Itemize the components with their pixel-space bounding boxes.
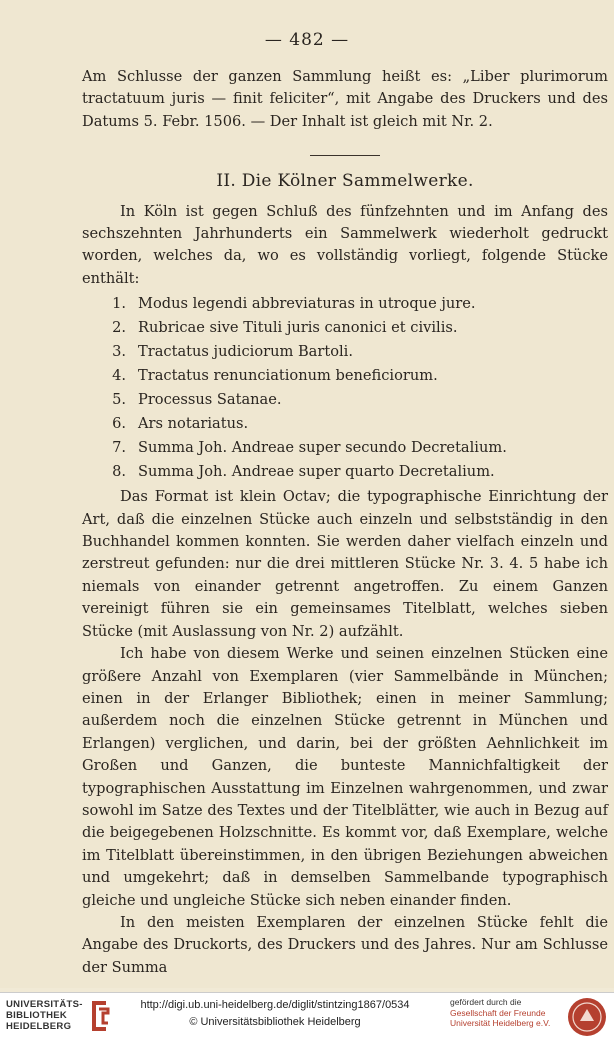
university-seal-icon (566, 996, 608, 1038)
permalink-url[interactable]: http://digi.ub.uni-heidelberg.de/diglit/stintzing1867/0534 (140, 999, 410, 1011)
page-body (82, 66, 608, 979)
paragraph-1: In Köln ist gegen Schluß des fünfzehnten und im Anfang des sechszehnten Jahrhunderts ein Sammelwerk wiederholt gedruckt worden, welches da, wo es vollständig vorliegt, folgende Stücke enthält: (82, 202, 608, 287)
list-item-number: 2. (112, 319, 126, 337)
list-item-number: 3. (112, 343, 126, 361)
library-name (6, 999, 83, 1032)
paragraph-4: In den meisten Exemplaren der einzelnen Stücke fehlt die Angabe des Druckorts, des Druckers und des Jahres. Nur am Schlusse der Summa (82, 913, 608, 976)
funding-label: gefördert durch die (450, 997, 522, 1007)
library-logo-icon (86, 997, 112, 1033)
list-item (82, 388, 608, 412)
copyright-text: © Universitätsbibliothek Heidelberg (189, 1016, 361, 1028)
paragraph-3: Ich habe von diesem Werke und seinen einzelnen Stücken eine größere Anzahl von Exemplaren (vier Sammelbände in München; einen in der Erlanger Bibliothek; einen in meiner Sammlung; außerdem noch die einzelnen Stücke getrennt in München und Erlangen) verglichen, und darin, bei der größten Aehnlichkeit im Großen und Ganzen, die bunteste Mannichfaltigkeit der typographischen Ausstattung im Einzelnen wahrgenommen, und zwar sowohl im Satze des Textes und der Titelblätter, wie auch in Bezug auf die beigegebenen Holzschnitte. Es kommt vor, daß Exemplare, welche im Titelblatt übereinstimmen, in den übrigen Beziehungen abweichen und umgekehrt; daß in demselben Sammelbande typographisch gleiche und ungleiche Stücke sich neben einander finden. (82, 645, 608, 909)
list-item (82, 292, 608, 316)
list-item-text: Tractatus judiciorum Bartoli. (138, 343, 353, 361)
list-item (82, 316, 608, 340)
list-item-text: Modus legendi abbreviaturas in utroque jure. (138, 295, 476, 313)
section-divider (310, 155, 380, 156)
list-item-text: Processus Satanae. (138, 391, 282, 409)
library-line-1: UNIVERSITÄTS- (6, 999, 83, 1010)
list-item (82, 412, 608, 436)
list-item (82, 364, 608, 388)
citation-box (112, 997, 438, 1031)
funding-note (450, 997, 550, 1029)
list-item (82, 436, 608, 460)
list-item-text: Ars notariatus. (138, 415, 249, 433)
funding-line-1: Gesellschaft der Freunde (450, 1007, 546, 1018)
section-heading: II. Die Kölner Sammelwerke. (216, 171, 474, 192)
page-number: — 482 — (264, 30, 350, 50)
library-line-3: HEIDELBERG (6, 1021, 72, 1032)
list-item-number: 8. (112, 463, 126, 481)
paragraph-2: Das Format ist klein Octav; die typographische Einrichtung der Art, daß die einzelnen Stücke auch einzeln und selbstständig in den Buchhandel kommen konnten. Sie werden daher vielfach einzeln und zerstreut gefunden: nur die drei mittleren Stücke Nr. 3. 4. 5 habe ich niemals von einander getrennt angetroffen. Zu einem Ganzen vereinigt führen sie ein gemeinsames Titelblatt, welches sieben Stücke (mit Auslassung von Nr. 2) aufzählt. (82, 488, 608, 640)
list-item-number: 1. (112, 295, 126, 313)
list-item-number: 6. (112, 415, 126, 433)
funding-line-2: Universität Heidelberg e.V. (450, 1018, 551, 1028)
footer-bar (0, 992, 614, 1040)
list-item-text: Summa Joh. Andreae super quarto Decretalium. (138, 463, 495, 481)
intro-paragraph: Am Schlusse der ganzen Sammlung heißt es: „Liber plurimorum tractatuum juris — finit feliciter“, mit Angabe des Druckers und des Datums 5. Febr. 1506. — Der Inhalt ist gleich mit Nr. 2. (82, 68, 608, 130)
list-item-number: 7. (112, 439, 126, 457)
list-item (82, 340, 608, 364)
library-line-2: BIBLIOTHEK (6, 1010, 68, 1021)
list-item (82, 460, 608, 484)
list-item-text: Rubricae sive Tituli juris canonici et civilis. (138, 319, 458, 337)
list-item-number: 4. (112, 367, 126, 385)
list-item-number: 5. (112, 391, 126, 409)
list-item-text: Tractatus renunciationum beneficiorum. (138, 367, 438, 385)
item-list (82, 292, 608, 484)
list-item-text: Summa Joh. Andreae super secundo Decretalium. (138, 439, 507, 457)
